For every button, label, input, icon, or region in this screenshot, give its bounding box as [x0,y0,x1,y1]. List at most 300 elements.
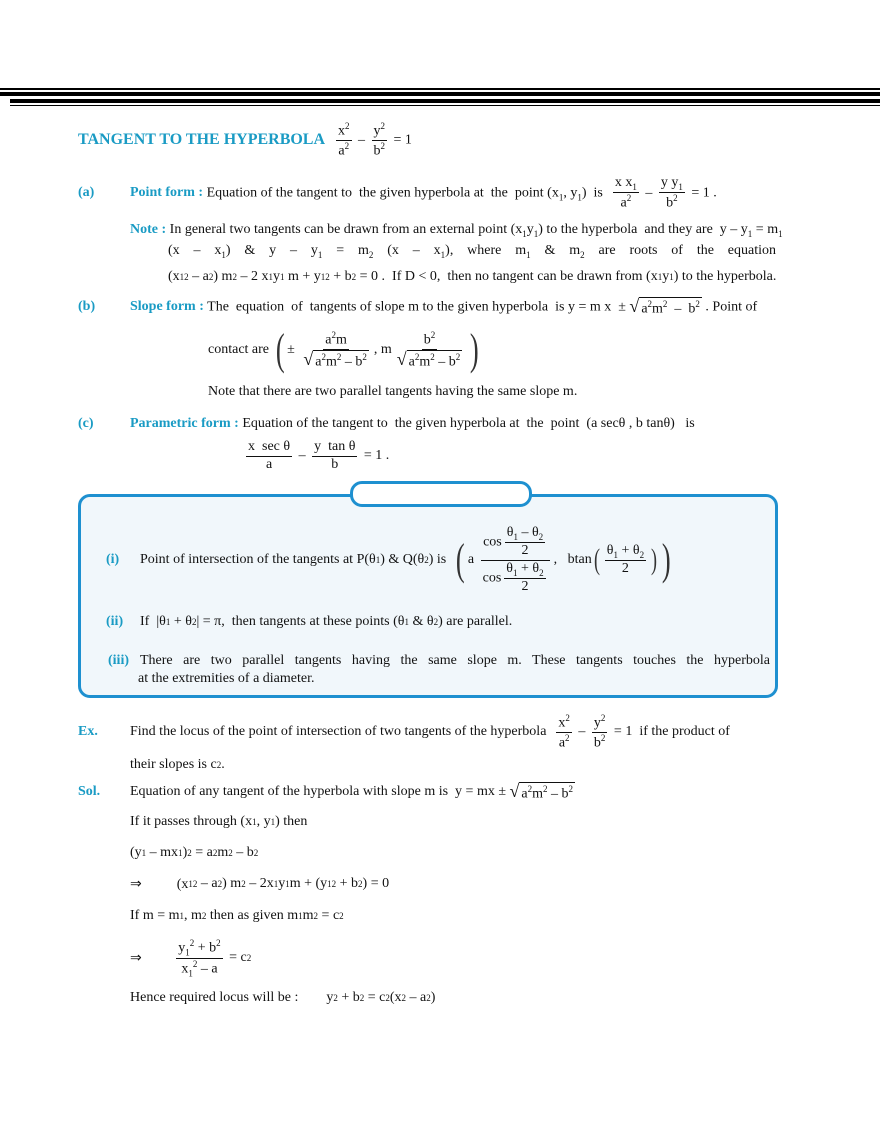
math-text: a [467,552,478,567]
superscript: 2 [339,911,344,921]
subscript: 2 [433,617,439,627]
header-rule [10,99,880,103]
subscript: 1 [188,967,193,978]
subscript: 1 [178,848,183,858]
fraction [395,330,465,371]
denominator [618,193,633,212]
math-text: x [338,123,346,139]
subscript: 2 [539,567,544,578]
math-text: = a [191,845,213,860]
square-root [397,350,463,371]
math-text: + b [336,876,359,891]
math-text: = c [318,908,340,923]
math-text: b [423,332,431,348]
math-text: m [336,332,347,348]
math-text: + b [194,940,217,956]
radicand [639,297,702,318]
math-text: a [265,456,273,472]
math-text: – b [341,354,363,370]
superscript: 2 [362,351,367,362]
math-text: (x – x [168,243,222,258]
math-text: ) to the hyperbola. [673,269,777,284]
denominator [329,457,340,473]
math-text: ) [182,845,188,860]
math-text: = 1 if the product of [610,724,730,739]
superscript: 2 [246,953,252,963]
math-text: If it passes through (x [130,814,253,829]
box-item-iii-line-1: There are two parallel tangents having the same slope m. These tangents touches the hyperbola [140,653,770,668]
math-text: & θ [408,614,434,629]
denominator [592,733,608,752]
denominator [620,561,631,577]
subscript: 1 [298,911,303,921]
math-text: – [295,448,310,463]
superscript: 2 [673,192,678,203]
math-text: – b [434,354,456,370]
solution-line [130,812,307,832]
slope-form [130,294,757,320]
superscript: 2 [216,760,222,770]
superscript: 2 [543,783,548,794]
math-text: y tan θ [314,439,356,455]
subscript: 1 [185,947,190,958]
subscript: 1 [669,272,674,282]
solution-line [130,906,344,926]
numerator [246,439,292,456]
math-text: – a [197,876,218,891]
math-text: m [532,786,544,802]
subscript: 1 [558,192,564,202]
label-a: (a) [78,185,95,200]
math-text: 2 [521,543,529,559]
subscript: 2 [424,555,429,565]
numerator [504,561,545,579]
math-text: . [221,757,225,772]
superscript: 2 [228,848,233,858]
superscript: 2 [401,993,407,1003]
paren-content [287,330,467,371]
subscript: 1 [440,249,446,260]
numerator [605,543,646,561]
math-text: y [278,876,286,891]
example-question-line-2 [130,755,225,775]
math-text: – a [188,269,209,284]
denominator [519,579,530,595]
math-text: + θ [170,614,192,629]
math-text: y [373,123,381,139]
right-paren: ) [661,535,671,584]
numerator [592,713,608,733]
superscript: 2 [333,993,338,1003]
subscript: 1 [273,879,279,889]
subscript: 1 [317,249,323,260]
superscript: 2 [253,848,259,858]
superscript: 2 [187,848,192,858]
math-text: m [419,354,431,370]
section-title [78,120,412,160]
fraction [592,713,608,752]
superscript: 2 [212,848,218,858]
fraction [336,121,352,160]
math-text: . Point of [701,299,758,315]
left-paren: ( [275,325,285,374]
square-root [303,350,369,371]
math-text: ) m [213,269,233,284]
math-text: (x [389,990,402,1005]
subscript: 2 [313,911,319,921]
left-paren: ( [593,542,600,576]
solution-line [130,843,258,863]
subscript: 2 [191,617,197,627]
subscript: 1 [613,549,618,560]
math-text: If |θ [140,614,166,629]
subscript: 1 [327,879,332,889]
subscript: 1 [165,617,171,627]
math-text: θ [606,542,614,558]
subscript: 1 [657,272,663,282]
note-line-2 [168,243,776,260]
math-text: Hence required locus will be : y [130,990,334,1005]
note-text [166,222,782,239]
note-line-3 [168,267,776,287]
math-text: If m = m [130,908,180,923]
denominator [519,543,530,559]
superscript: 2 [192,879,198,889]
superscript: 2 [647,298,653,309]
math-text: a [408,354,415,370]
superscript: 2 [600,712,606,723]
math-text: | = π, then tangents at these points (θ [196,614,405,629]
superscript: 2 [626,192,632,203]
superscript: 2 [331,879,337,889]
math-text: = 1 . [687,185,717,201]
superscript: 2 [695,298,700,309]
math-text: ⇒ (x [130,876,189,892]
superscript: 2 [527,783,533,794]
fraction [605,543,646,577]
math-text: + θ [517,560,540,576]
superscript: 2 [414,351,420,362]
denominator [336,141,351,160]
numerator [372,121,388,141]
superscript: 2 [385,993,390,1003]
numerator [556,713,572,733]
left-paren: ( [456,535,465,584]
math-text: m + y [284,269,321,284]
denominator [372,141,388,160]
math-text: , m [373,342,392,357]
radical-sign: √ [303,348,314,369]
numerator [613,175,639,193]
subscript: 1 [179,911,184,921]
math-text: – b [667,301,696,317]
subscript: 1 [513,532,518,543]
superscript: 2 [192,958,198,969]
denominator [395,350,465,371]
math-text: x sec θ [248,439,291,455]
denominator [179,959,219,979]
numerator [176,938,222,959]
math-text: a [620,195,627,211]
math-text: = m [322,243,369,258]
fraction [481,525,551,594]
math-text: y [593,715,601,731]
subscript: 1 [279,272,285,282]
math-text: – b [232,845,254,860]
denominator [664,193,680,212]
math-text: y [272,269,280,284]
math-text: & m [530,243,581,258]
superscript: 2 [345,120,350,131]
math-text: , y [256,814,271,829]
math-text: Point of intersection of the tangents at P(θ [140,552,376,567]
solution-line [130,988,435,1008]
superscript: 2 [232,272,237,282]
math-text: = c [364,990,386,1005]
slope-form-text [204,297,757,318]
label-ex: Ex. [78,724,98,739]
superscript: 2 [359,993,365,1003]
math-text: x [558,715,566,731]
math-text: , m [184,908,202,923]
fraction [301,330,371,371]
subscript: 1 [678,181,683,192]
slope-form-heading: Slope form : [130,299,204,314]
superscript: 2 [208,272,214,282]
math-text: are roots of the equation [584,243,776,258]
math-text: ) to the hyperbola and they are y – y [538,221,748,237]
math-text: a [338,143,345,159]
subscript: 2 [201,911,207,921]
superscript: 2 [380,140,386,151]
subscript: 2 [639,549,645,560]
radical-sign: √ [509,780,520,801]
math-text: cos [482,569,502,585]
math-text: a [641,301,648,317]
subscript: 1 [179,272,185,282]
superscript: 2 [331,329,337,340]
paren-content [468,525,659,594]
parametric-form [130,414,776,434]
math-text: m [302,908,314,923]
math-text: – 2 x [236,269,269,284]
math-text: (x – x [373,243,441,258]
label-i: (i) [106,552,120,567]
fraction [556,713,572,752]
label-ii: (ii) [106,614,124,629]
superscript: 2 [565,712,570,723]
solution-line [130,780,575,804]
header-rule [0,92,880,96]
math-text: = 1 . [360,448,390,463]
superscript: 2 [344,140,350,151]
superscript: 2 [380,120,386,131]
subscript: 1 [513,567,518,578]
point-form-heading: Point form : [130,185,204,200]
math-text: b [373,143,381,159]
math-text: m [217,845,229,860]
math-text: y [178,940,186,956]
radicand [313,350,369,371]
fraction [505,525,545,559]
math-text: + b [337,990,360,1005]
fraction [372,121,388,160]
numerator [323,330,349,350]
math-text: – [354,132,369,148]
math-text: ⇒ [130,950,174,966]
superscript: 2 [565,732,570,743]
math-text: m [325,354,337,370]
superscript: 2 [351,272,357,282]
box-item-i [140,522,674,598]
math-text: – [641,185,656,201]
math-text: then as given m [206,908,299,923]
title-equation [333,121,412,160]
math-text: 2 [621,561,629,577]
math-text: θ [506,560,514,576]
parentheses [453,525,673,594]
subscript: 1 [632,181,637,192]
numerator [312,439,357,456]
fraction [312,439,357,472]
subscript: 1 [577,192,582,202]
box-item-iii-line-2: at the extremities of a diameter. [138,671,315,686]
math-text: = 1 [390,132,412,148]
math-text: ± [287,342,299,357]
math-text: – [574,724,589,739]
example-question [130,712,730,752]
subscript: 1 [522,228,527,239]
math-text: ) is [581,185,610,201]
fraction [659,175,685,212]
math-text: – b [547,786,569,802]
numerator [422,330,438,350]
math-text: + b [329,269,352,284]
math-text: ) m [222,876,242,891]
math-text: a [521,786,528,802]
numerator [505,525,545,543]
right-paren: ) [470,325,479,374]
math-text: – 2x [245,876,274,891]
header-rule [10,105,880,106]
math-text: m + (y [289,876,328,891]
superscript: 2 [189,937,195,948]
math-text: x x [614,174,633,190]
superscript: 2 [325,272,330,282]
parametric-equation [243,436,389,476]
math-text: The equation of tangents of slope m to the given hyperbola is y = m x ± [203,299,630,315]
box-item-ii [140,612,512,632]
subscript: 1 [533,228,539,239]
subscript: 1 [778,228,783,239]
denominator [301,350,371,371]
math-text: y [662,269,670,284]
fraction [176,938,222,979]
math-text: y y [660,174,679,190]
superscript: 2 [184,272,189,282]
math-text: = 0 . If D < 0, then no tangent can be drawn from (x [356,269,658,284]
subscript: 1 [526,249,531,260]
superscript: 2 [321,351,326,362]
radicand [407,350,463,371]
math-text: y [526,221,534,237]
superscript: 2 [568,783,574,794]
subscript: 2 [538,532,544,543]
radical-sign: √ [629,295,640,316]
square-root [629,297,702,318]
subscript: 1 [375,555,381,565]
subscript: 1 [221,249,226,260]
parentheses [273,325,482,374]
math-text: , btan [553,552,592,567]
math-text: ) & y – y [225,243,318,258]
math-text: (x [168,269,180,284]
superscript: 2 [662,298,668,309]
parentheses [592,543,659,577]
superscript: 2 [426,993,431,1003]
radicand [519,782,575,803]
contact-point [208,325,482,375]
math-text: Find the locus of the point of intersection of two tangents of the hyperbola [130,724,554,739]
math-text: – mx [146,845,179,860]
superscript: 2 [600,732,606,743]
note-line-1 [130,220,783,240]
math-text: , y [563,185,578,201]
math-text: x [181,961,189,977]
solution-line [130,936,251,980]
fraction [246,439,292,472]
math-text: (y [130,845,142,860]
fraction [504,561,545,595]
math-text: ) = 0 [362,876,390,891]
subscript: 1 [285,879,290,889]
subscript: 1 [188,879,193,889]
label-iii: (iii) [108,653,129,668]
math-text: θ [506,525,514,541]
math-text: ) is [428,552,454,567]
paren-content [602,543,649,577]
subscript: 1 [270,817,276,827]
superscript: 2 [241,879,246,889]
math-text: contact are [208,342,273,357]
numerator [659,175,685,193]
superscript: 2 [430,329,436,340]
math-text: 2 [521,578,529,594]
math-text: a [558,735,566,751]
math-text: = c [225,950,247,965]
numerator [336,121,352,141]
note-heading: Note : [130,222,167,237]
math-text: = m [752,221,779,237]
header-rule [0,88,880,90]
fraction [613,175,639,212]
square-root [510,782,576,803]
superscript: 2 [336,351,342,362]
label-sol: Sol. [78,784,101,799]
superscript: 2 [217,879,223,889]
math-text: Equation of any tangent of the hyperbola with slope m is y = mx ± [130,784,510,799]
subscript: 1 [404,617,409,627]
info-box-tab [350,481,532,507]
math-text: ), where m [445,243,527,258]
subscript: 1 [141,848,147,858]
math-text: ) are parallel. [438,614,513,629]
math-text: ) [430,990,436,1005]
math-text: b [331,456,339,472]
math-text: b [666,195,674,211]
point-form [130,172,717,214]
solution-line [130,874,389,894]
